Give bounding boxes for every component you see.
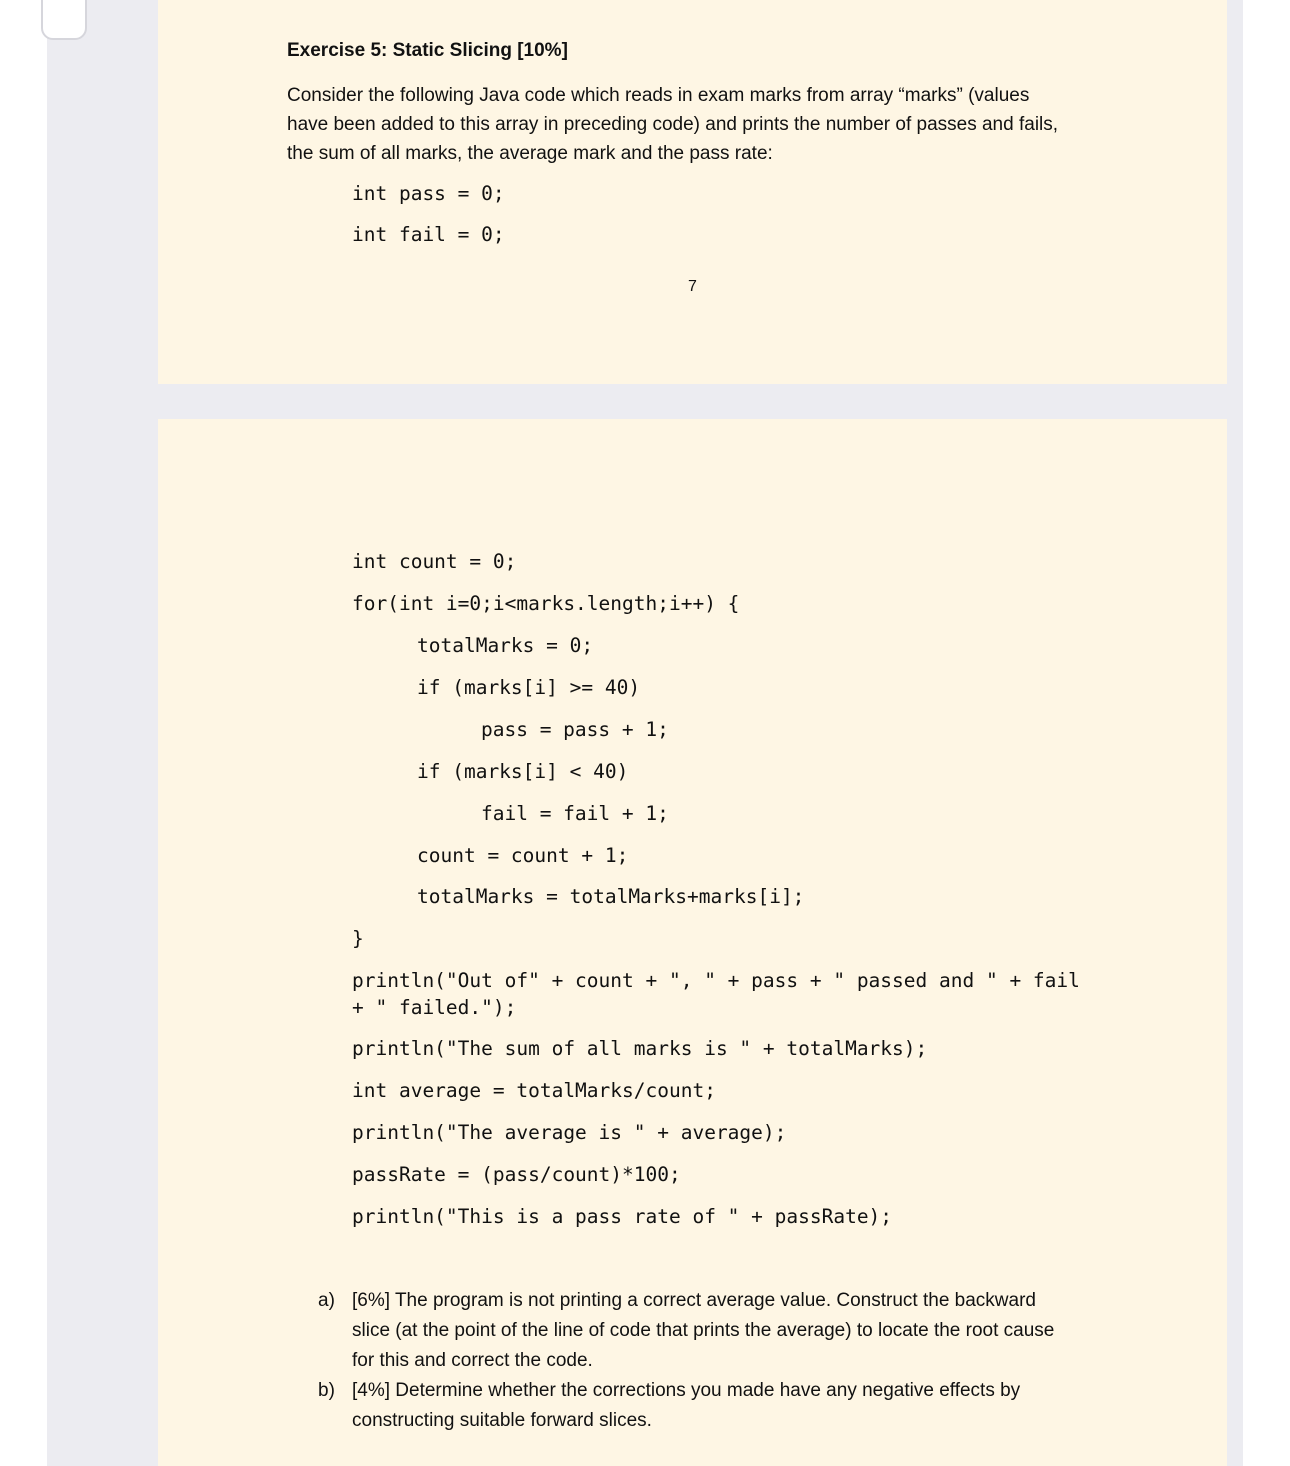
code-line: int fail = 0;: [352, 223, 505, 246]
question-item: [318, 1376, 1118, 1436]
intro-line: have been added to this array in preceding code) and prints the number of passes and fails,: [287, 114, 1059, 135]
question-text-line: slice (at the point of the line of code that prints the average) to locate the root cause: [352, 1320, 1055, 1341]
window-corner-tab: [41, 0, 87, 40]
question-item: [318, 1286, 1118, 1376]
code-line: count = count + 1;: [417, 844, 629, 867]
code-line: fail = fail + 1;: [481, 802, 669, 825]
code-line: pass = pass + 1;: [481, 718, 669, 741]
code-line: println("Out of" + count + ", " + pass + " passed and " + fail: [352, 969, 1080, 992]
code-line: int average = totalMarks/count;: [352, 1079, 716, 1102]
document-viewer[interactable]: [47, 0, 1243, 1466]
code-line: }: [352, 927, 364, 950]
question-text-line: for this and correct the code.: [352, 1350, 593, 1371]
code-line: println("The sum of all marks is " + totalMarks);: [352, 1037, 928, 1060]
code-line: for(int i=0;i<marks.length;i++) {: [352, 592, 740, 615]
exercise-intro: [287, 81, 1107, 168]
code-line: totalMarks = 0;: [417, 634, 594, 657]
question-marker: b): [318, 1380, 335, 1401]
code-line: int count = 0;: [352, 550, 517, 573]
code-line: int pass = 0;: [352, 182, 505, 205]
intro-line: Consider the following Java code which reads in exam marks from array “marks” (values: [287, 85, 1030, 106]
question-text-line: [4%] Determine whether the corrections you made have any negative effects by: [352, 1380, 1021, 1401]
exercise-heading: Exercise 5: Static Slicing [10%]: [287, 40, 568, 61]
question-text-line: constructing suitable forward slices.: [352, 1410, 652, 1431]
page-8: [158, 419, 1227, 1466]
question-text-line: [6%] The program is not printing a correct average value. Construct the backward: [352, 1290, 1036, 1311]
page-number: 7: [688, 278, 697, 295]
question-list: [318, 1286, 1118, 1436]
code-line: if (marks[i] >= 40): [417, 676, 641, 699]
code-line: if (marks[i] < 40): [417, 760, 629, 783]
question-marker: a): [318, 1290, 335, 1311]
code-line: + " failed.");: [352, 996, 517, 1019]
code-line: println("The average is " + average);: [352, 1121, 787, 1144]
page-7: [158, 0, 1227, 384]
code-line: totalMarks = totalMarks+marks[i];: [417, 885, 805, 908]
code-line: println("This is a pass rate of " + passRate);: [352, 1205, 893, 1228]
intro-line: the sum of all marks, the average mark and the pass rate:: [287, 143, 773, 164]
code-line: passRate = (pass/count)*100;: [352, 1163, 681, 1186]
